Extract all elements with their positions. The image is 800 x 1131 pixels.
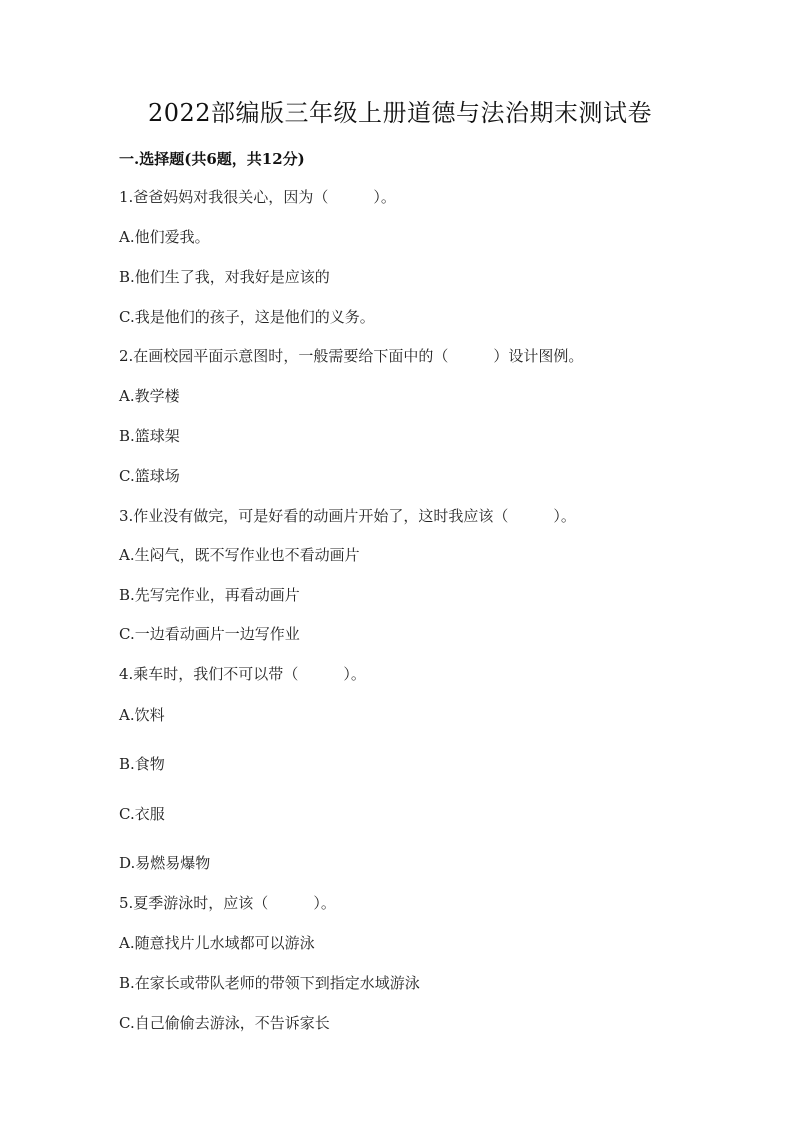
question-4-stem: 4.乘车时，我们不可以带（ ）。	[119, 665, 366, 683]
page-title: 2022部编版三年级上册道德与法治期末测试卷	[147, 99, 653, 127]
question-4-option-c: C.衣服	[119, 805, 165, 823]
question-2-stem: 2.在画校园平面示意图时，一般需要给下面中的（ ）设计图例。	[119, 347, 584, 365]
question-3-stem: 3.作业没有做完，可是好看的动画片开始了，这时我应该（ ）。	[119, 507, 576, 525]
question-5-option-c: C.自己偷偷去游泳，不告诉家长	[119, 1014, 330, 1032]
question-2-option-c: C.篮球场	[119, 467, 180, 485]
question-5-option-b: B.在家长或带队老师的带领下到指定水域游泳	[119, 974, 420, 992]
question-1-stem: 1.爸爸妈妈对我很关心，因为（ ）。	[119, 188, 396, 206]
question-3-option-b: B.先写完作业，再看动画片	[119, 586, 300, 604]
question-3-option-a: A.生闷气，既不写作业也不看动画片	[119, 546, 360, 564]
question-2-option-b: B.篮球架	[119, 427, 180, 445]
question-1-option-c: C.我是他们的孩子，这是他们的义务。	[119, 308, 375, 326]
question-5-stem: 5.夏季游泳时，应该（ ）。	[119, 894, 336, 912]
question-2-option-a: A.教学楼	[119, 387, 180, 405]
question-3-option-c: C.一边看动画片一边写作业	[119, 625, 300, 643]
question-4-option-a: A.饮料	[119, 706, 165, 724]
question-4-option-d: D.易燃易爆物	[119, 854, 211, 872]
question-4-option-b: B.食物	[119, 755, 165, 773]
question-1-option-a: A.他们爱我。	[119, 228, 210, 246]
question-1-option-b: B.他们生了我，对我好是应该的	[119, 268, 330, 286]
question-5-option-a: A.随意找片儿水域都可以游泳	[119, 934, 315, 952]
section-heading: 一.选择题(共6题，共12分)	[119, 150, 305, 168]
